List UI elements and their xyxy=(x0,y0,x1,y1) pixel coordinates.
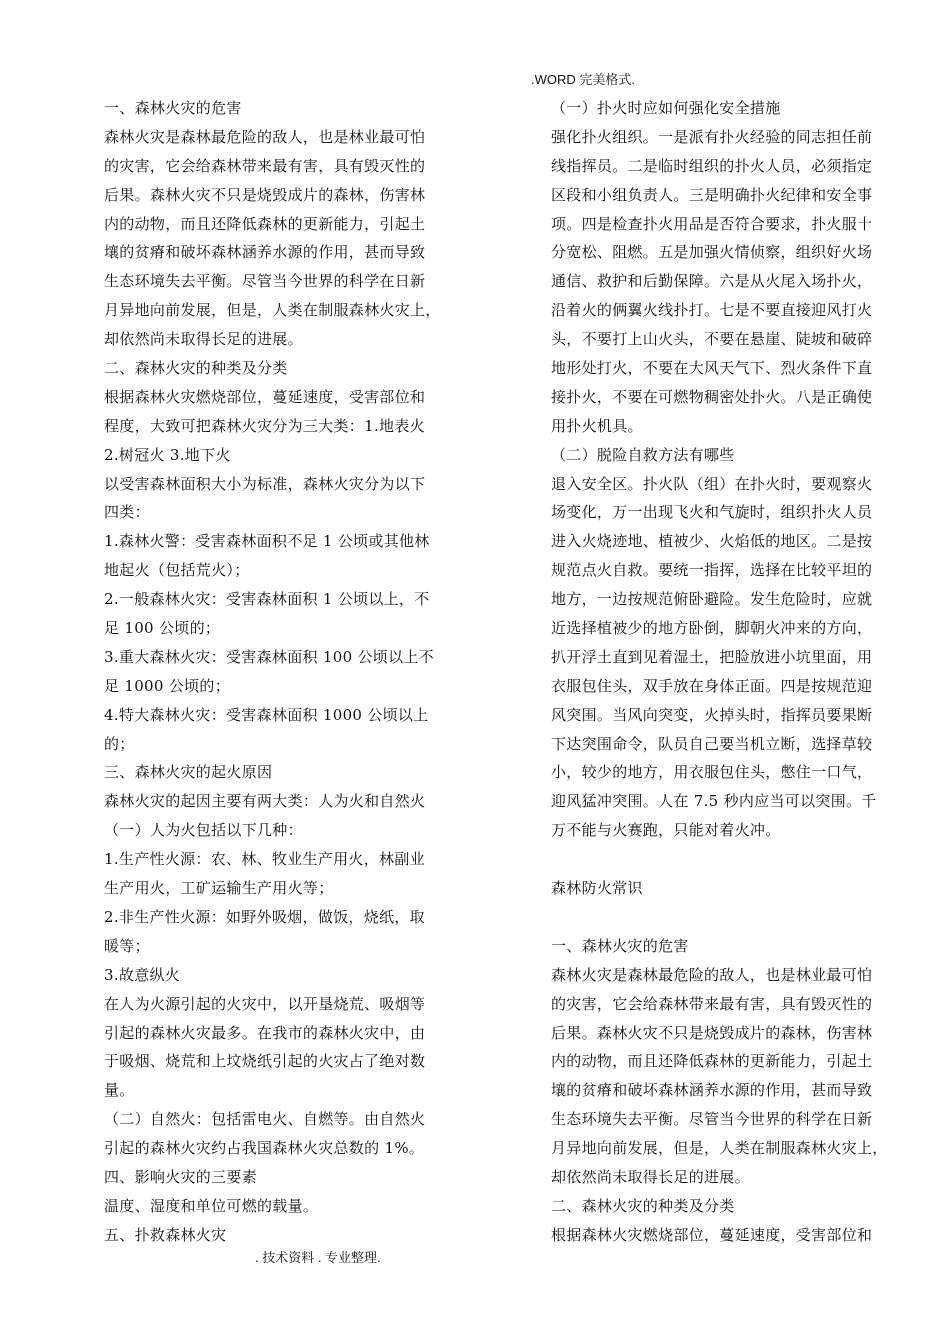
text-line: 内的动物，而且还降低森林的更新能力，引起土 xyxy=(104,214,426,233)
text-line: 生态环境失去平衡。尽管当今世界的科学在日新 xyxy=(551,1110,873,1129)
text-line: 小，较少的地方，用衣服包住头，憋住一口气， xyxy=(551,763,873,782)
text-line: 下达突围命令，队员自己要当机立断，选择草较 xyxy=(551,734,873,753)
text-line: 四、影响火灾的三要素 xyxy=(104,1167,258,1186)
text-line: 程度，大致可把森林火灾分为三大类：1.地表火 xyxy=(104,416,425,435)
right-text-column xyxy=(551,94,919,1250)
text-line: 的灾害，它会给森林带来最有害，具有毁灭性的 xyxy=(104,156,426,175)
text-line: 森林火灾是森林最危险的敌人，也是林业最可怕 xyxy=(551,965,873,984)
text-line: 头，不要打上山火头，不要在悬崖、陡坡和破碎 xyxy=(551,330,873,349)
text-line: 生产用火，工矿运输生产用火等； xyxy=(104,879,334,898)
text-line: 规范点火自救。要统一指挥，选择在比较平坦的 xyxy=(551,561,873,580)
text-line: （二）脱险自救方法有哪些 xyxy=(551,445,735,464)
text-line: 地形处打火，不要在大风天气下、烈火条件下直 xyxy=(551,359,873,378)
text-line: 区段和小组负责人。三是明确扑火纪律和安全事 xyxy=(551,185,873,204)
left-text-column xyxy=(104,94,472,1250)
text-line xyxy=(551,845,919,874)
text-line: 生态环境失去平衡。尽管当今世界的科学在日新 xyxy=(104,272,426,291)
text-line: 进入火烧迹地、植被少、火焰低的地区。二是按 xyxy=(551,532,873,551)
text-line: 暖等； xyxy=(104,936,150,955)
text-line: （二）自然火：包括雷电火、自燃等。由自然火 xyxy=(104,1110,426,1129)
text-line: 五、扑救森林火灾 xyxy=(104,1225,227,1244)
text-line: 线指挥员。二是临时组织的扑火人员，必须指定 xyxy=(551,156,873,175)
text-line: 壤的贫瘠和破坏森林涵养水源的作用，甚而导致 xyxy=(551,1081,873,1100)
text-line: 内的动物，而且还降低森林的更新能力，引起土 xyxy=(551,1052,873,1071)
text-line: 的； xyxy=(104,734,135,753)
text-line: 引起的森林火灾最多。在我市的森林火灾中，由 xyxy=(104,1023,426,1042)
page-footer-note: . 技术资料 . 专业整理. xyxy=(255,1250,381,1265)
text-line: 却依然尚未取得长足的进展。 xyxy=(104,330,303,349)
text-line: 衣服包住头，双手放在身体正面。四是按规范迎 xyxy=(551,676,873,695)
text-line: 接扑火，不要在可燃物稠密处扑火。八是正确使 xyxy=(551,387,873,406)
text-line: 二、森林火灾的种类及分类 xyxy=(104,359,288,378)
text-line: 足 1000 公顷的； xyxy=(104,676,231,695)
text-line: 迎风猛冲突围。人在 7.5 秒内应当可以突围。千 xyxy=(551,792,877,811)
text-line: 根据森林火灾燃烧部位，蔓延速度，受害部位和 xyxy=(551,1225,873,1244)
text-line: 退入安全区。扑火队（组）在扑火时，要观察火 xyxy=(551,474,873,493)
text-line: 二、森林火灾的种类及分类 xyxy=(551,1196,735,1215)
text-line: 地方，一边按规范俯卧避险。发生危险时，应就 xyxy=(551,590,873,609)
text-line: 万不能与火赛跑，只能对着火冲。 xyxy=(551,821,781,840)
text-line: 地起火（包括荒火）； xyxy=(104,561,250,580)
text-line: 一、森林火灾的危害 xyxy=(551,936,689,955)
text-line: 1.生产性火源：农、林、牧业生产用火，林副业 xyxy=(104,850,425,869)
text-line: 根据森林火灾燃烧部位，蔓延速度，受害部位和 xyxy=(104,387,426,406)
text-line: 于吸烟、烧荒和上坟烧纸引起的火灾占了绝对数 xyxy=(104,1052,426,1071)
text-line: 森林火灾是森林最危险的敌人，也是林业最可怕 xyxy=(104,127,426,146)
text-line: 沿着火的俩翼火线扑打。七是不要直接迎风打火 xyxy=(551,301,873,320)
text-line: 的灾害，它会给森林带来最有害，具有毁灭性的 xyxy=(551,994,873,1013)
text-line: （一）人为火包括以下几种： xyxy=(104,821,303,840)
text-line: 一、森林火灾的危害 xyxy=(104,99,242,117)
text-line: 近选择植被少的地方卧倒，脚朝火冲来的方向， xyxy=(551,619,873,638)
text-line: 3.故意纵火 xyxy=(104,965,181,984)
text-line: 引起的森林火灾约占我国森林火灾总数的 1%。 xyxy=(104,1139,425,1158)
text-line: 森林防火常识 xyxy=(551,879,643,898)
text-line: 2.树冠火 3.地下火 xyxy=(104,445,231,464)
text-line: 3.重大森林火灾：受害森林面积 100 公顷以上不 xyxy=(104,647,434,666)
text-line: 月异地向前发展，但是，人类在制服森林火灾上， xyxy=(104,301,441,320)
text-line: 在人为火源引起的火灾中，以开垦烧荒、吸烟等 xyxy=(104,994,426,1013)
text-line: 森林火灾的起因主要有两大类：人为火和自然火 xyxy=(104,792,426,811)
text-line: 却依然尚未取得长足的进展。 xyxy=(551,1167,750,1186)
text-line: 强化扑火组织。一是派有扑火经验的同志担任前 xyxy=(551,127,873,146)
text-line: 用扑火机具。 xyxy=(551,416,643,435)
text-line: 壤的贫瘠和破坏森林涵养水源的作用，甚而导致 xyxy=(104,243,426,262)
text-line: 后果。森林火灾不只是烧毁成片的森林，伤害林 xyxy=(551,1023,873,1042)
text-line: 项。四是检查扑火用品是否符合要求，扑火服十 xyxy=(551,214,873,233)
text-line xyxy=(551,903,919,932)
text-line: 以受害森林面积大小为标准，森林火灾分为以下 xyxy=(104,474,426,493)
text-line: 通信、救护和后勤保障。六是从火尾入场扑火， xyxy=(551,272,873,291)
text-line: 四类： xyxy=(104,503,150,522)
text-line: 4.特大森林火灾：受害森林面积 1000 公顷以上 xyxy=(104,705,429,724)
text-line: 扒开浮土直到见着湿土，把脸放进小坑里面，用 xyxy=(551,647,873,666)
text-line: 2.非生产性火源：如野外吸烟，做饭，烧纸，取 xyxy=(104,907,425,926)
text-line: 三、森林火灾的起火原因 xyxy=(104,763,273,782)
text-line: 1.森林火警：受害森林面积不足 1 公顷或其他林 xyxy=(104,532,430,551)
text-line: 后果。森林火灾不只是烧毁成片的森林，伤害林 xyxy=(104,185,426,204)
text-line: 温度、湿度和单位可燃的载量。 xyxy=(104,1196,319,1215)
page-header-note: .WORD 完美格式. xyxy=(531,72,635,87)
text-line: 场变化，万一出现飞火和气旋时，组织扑火人员 xyxy=(551,503,873,522)
text-line: 足 100 公顷的； xyxy=(104,619,221,638)
text-line: 2.一般森林火灾：受害森林面积 1 公顷以上，不 xyxy=(104,590,430,609)
text-line: 量。 xyxy=(104,1081,135,1100)
text-line: 分宽松、阻燃。五是加强火情侦察，组织好火场 xyxy=(551,243,873,262)
text-line: 风突围。当风向突变，火掉头时，指挥员要果断 xyxy=(551,705,873,724)
text-line: 月异地向前发展，但是，人类在制服森林火灾上， xyxy=(551,1139,888,1158)
text-line: （一）扑火时应如何强化安全措施 xyxy=(551,99,781,117)
